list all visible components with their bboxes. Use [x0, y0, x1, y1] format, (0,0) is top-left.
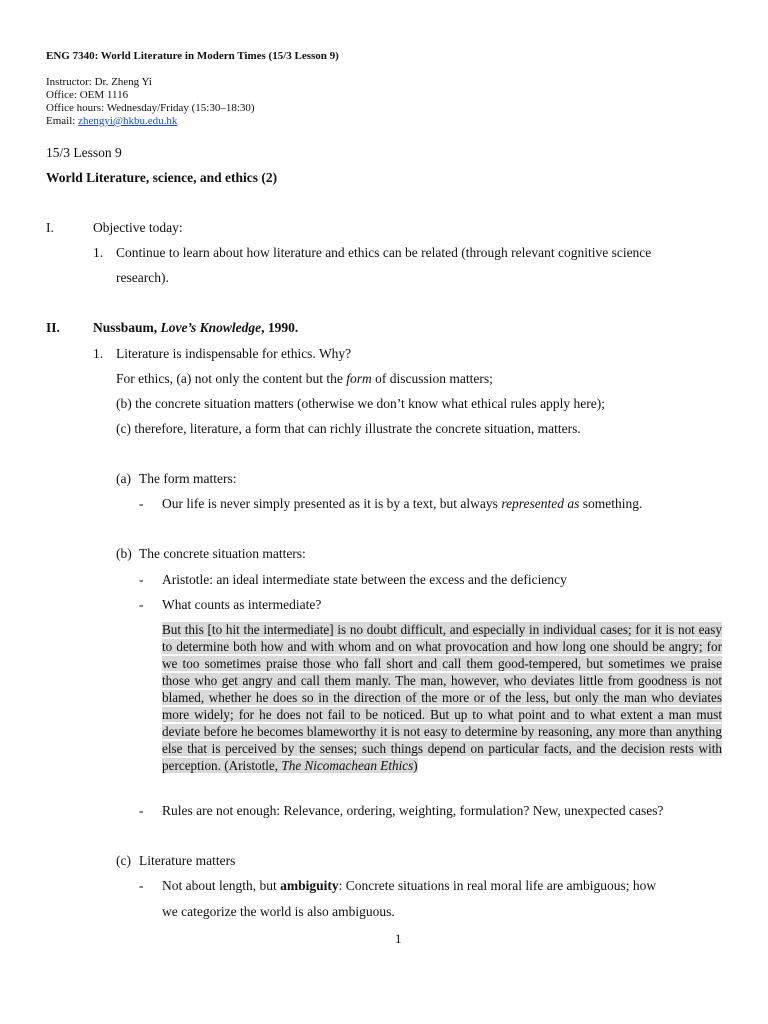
lesson-title: World Literature, science, and ethics (2): [46, 170, 278, 185]
aristotle-quote-block: [162, 621, 722, 774]
sub-c-bullet-1-post: : Concrete situations in real moral life are ambiguous; how: [338, 878, 657, 893]
sub-b-bullet-1: Aristotle: an ideal intermediate state between the excess and the deficiency: [162, 572, 567, 587]
quote-source: The Nicomachean Ethics: [281, 758, 414, 773]
quote-highlighted-text: [162, 622, 722, 773]
lesson-label: 15/3 Lesson 9: [46, 145, 122, 160]
course-title: ENG 7340: World Literature in Modern Times (15/3 Lesson 9): [46, 50, 339, 62]
sub-b-heading: The concrete situation matters:: [139, 546, 306, 561]
sub-a-heading: The form matters:: [139, 471, 237, 486]
section-2-item-1-number: 1.: [93, 346, 104, 361]
section-2-item-1-text: Literature is indispensable for ethics. Why?: [116, 346, 352, 361]
sub-b-bullet-3: Rules are not enough: Relevance, ordering, weighting, formulation? New, unexpected cases?: [162, 803, 664, 818]
sub-c-bullet-1-line-2: we categorize the world is also ambiguous.: [162, 904, 395, 919]
section-2-heading: [93, 320, 298, 336]
section-1-numeral: I.: [46, 220, 54, 235]
section-1-item-1-line-1: Continue to learn about how literature and ethics can be related (through relevant cognitive science: [116, 245, 652, 260]
sub-a-bullet-1-post: something.: [579, 496, 643, 511]
sub-c-bullet-1: [162, 878, 656, 894]
email-link[interactable]: zhengyi@hkbu.edu.hk: [78, 115, 178, 127]
instructor-line: Instructor: Dr. Zheng Yi: [46, 76, 152, 88]
ethics-line-c: (c) therefore, literature, a form that can richly illustrate the concrete situation, matters.: [116, 421, 581, 436]
sub-b-bullet-2-dash: -: [139, 597, 144, 612]
office-line: Office: OEM 1116: [46, 89, 129, 101]
ethics-line-b: (b) the concrete situation matters (otherwise we don’t know what ethical rules apply here);: [116, 396, 605, 411]
sub-c-bullet-dash: -: [139, 878, 144, 893]
section-2-heading-book: Love’s Knowledge: [160, 320, 262, 335]
section-1-item-1-line-2: research).: [116, 270, 169, 285]
email-line: [46, 115, 177, 128]
sub-b-bullet-2: What counts as intermediate?: [162, 597, 322, 612]
section-2-numeral: II.: [46, 320, 60, 335]
office-hours-line: Office hours: Wednesday/Friday (15:30–18:30): [46, 102, 255, 114]
section-1-item-1-number: 1.: [93, 245, 104, 260]
sub-c-heading: Literature matters: [139, 853, 236, 868]
section-2-heading-author: Nussbaum,: [93, 320, 161, 335]
section-2-heading-year: , 1990.: [261, 320, 299, 335]
page-number: 1: [395, 931, 402, 946]
sub-b-bullet-1-dash: -: [139, 572, 144, 587]
sub-c-bullet-1-pre: Not about length, but: [162, 878, 281, 893]
sub-a-bullet-dash: -: [139, 496, 144, 511]
quote-text: But this [to hit the intermediate] is no doubt difficult, and especially in individual cases; for it is not easy to determine both how and with whom and on what provocation and how long one should be angry; for we too sometimes praise those who fall short and call them good-tempered, but sometimes we praise those who get angry and call them manly. The man, however, who deviates little from goodness is not blamed, whether he does so in the direction of the more or of the less, but only the man who deviates more widely; for he does not fail to be noticed. But up to what point and to what extent a man must deviate before he becomes blameworthy it is not easy to determine by reasoning, any more than anything else that is perceived by the senses; such things depend on particular facts, and the decision rests with perception. (Aristotle,: [162, 622, 722, 773]
sub-c-label: (c): [116, 853, 131, 868]
sub-a-bullet-1: [162, 496, 642, 512]
sub-b-bullet-3-dash: -: [139, 803, 144, 818]
email-label: Email:: [46, 115, 79, 127]
section-1-heading: Objective today:: [93, 220, 183, 235]
sub-b-label: (b): [116, 546, 132, 561]
sub-a-label: (a): [116, 471, 131, 486]
sub-a-bullet-1-pre: Our life is never simply presented as it is by a text, but always: [162, 496, 502, 511]
ethics-form-line-italic: form: [346, 371, 372, 386]
ethics-form-line-post: of discussion matters;: [371, 371, 493, 386]
quote-close: ): [413, 758, 418, 773]
ethics-form-line: [116, 371, 493, 387]
sub-c-bullet-1-bold: ambiguity: [280, 878, 339, 893]
sub-a-bullet-1-italic: represented as: [501, 496, 580, 511]
ethics-form-line-pre: For ethics, (a) not only the content but the: [116, 371, 347, 386]
